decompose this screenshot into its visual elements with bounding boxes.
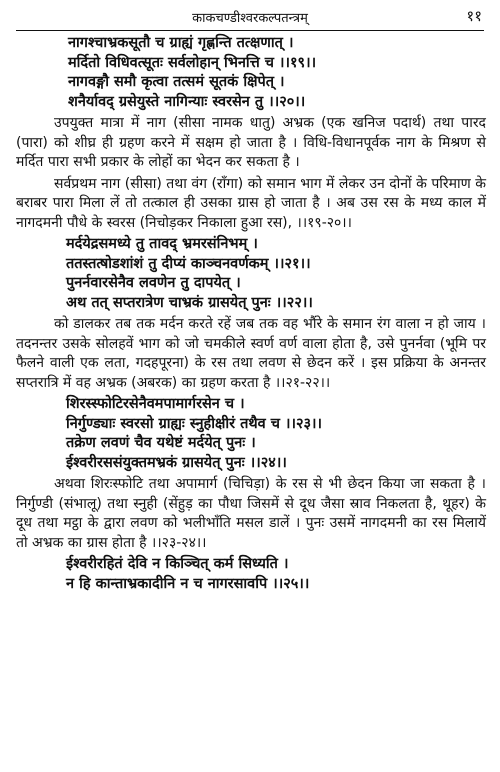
verse-line: ईश्वरीरहितं देवि न किञ्चित् कर्म सिध्यति । — [66, 556, 289, 572]
page-number: ११ — [466, 7, 482, 25]
verse-line: अथ तत् सप्तरात्रेण चाभ्रकं ग्रासयेत् पुनः ।।२२।। — [66, 294, 313, 311]
verse-line: नागवङ्गौ समौ कृत्वा तत्समं सूतकं क्षिपेत् । — [68, 74, 285, 90]
commentary-paragraph: उपयुक्त मात्रा में नाग (सीसा नामक धातु) अभ्रक (एक खनिज पदार्थ) तथा पारद (पारा) को शीघ्र ही ग्रहण करने में सक्षम हो जाता है । विधि-विधानपूर्वक नाग के मिश्रण से मर्दित पारा सभी प्रकार के लोहों का भेदन कर सकता है । — [16, 115, 486, 170]
verse-line: ततस्तत्षोडशांशं तु दीप्यं काञ्चनवर्णकम् ।।२१।। — [66, 255, 311, 272]
verse-line: शिरस्स्फोटिरसेनैवमपामार्गरसेन च । — [66, 396, 245, 412]
running-title: काकचण्डीश्वरकल्पतन्त्रम् — [192, 11, 308, 26]
verse-line: पुनर्नवारसेनैव लवणेन तु दापयेत् । — [66, 275, 241, 291]
commentary-paragraph: सर्वप्रथम नाग (सीसा) तथा वंग (राँगा) को समान भाग में लेकर उन दोनों के परिमाण के बराबर पारा मिला लें तो तत्काल ही उसका ग्रास हो जाता है । अब उस रस के मध्य काल में नागदमनी पौधे के स्वरस (निचोड़कर निकाला हुआ रस), ।।१९-२०।। — [16, 175, 486, 231]
verse-line: शनैर्यावद् ग्रसेयुस्ते नागिन्याः स्वरसेन तु ।।२०।। — [68, 93, 306, 110]
verse-line: ईश्वरीरससंयुक्तमभ्रकं ग्रासयेत् पुनः ।।२४।। — [66, 454, 287, 471]
verse-line: मर्दितो विधिवत्सूतः सर्वलोहान् भिनत्ति च ।।१९।। — [68, 54, 317, 71]
verse-line: मर्दयेद्रसमध्ये तु तावद् भ्रमरसंनिभम् । — [66, 236, 258, 252]
verse-block-19-20 — [16, 34, 486, 112]
verse-line: तक्रेण लवणं चैव यथेष्टं मर्दयेत् पुनः । — [66, 435, 256, 451]
header-rule — [16, 30, 484, 31]
verse-line: निर्गुण्ड्याः स्वरसो ग्राह्यः स्नुहीक्षीरं तथैव च ।।२३।। — [66, 415, 323, 432]
verse-line: न हि कान्ताभ्रकादीनि न च नागरसावपि ।।२५।। — [66, 575, 310, 592]
commentary-paragraph: को डालकर तब तक मर्दन करते रहें जब तक वह भौंरे के समान रंग वाला न हो जाय । तदनन्तर उसके सोलहवें भाग को जो चमकीले स्वर्ण वर्ण वाला होता है, उसे पुनर्नवा (भूमि पर फैलने वाली एक लता, गदहपूरना) के रस तथा लवण से छेदन करें । इस प्रक्रिया के अनन्तर सप्तरात्रि में वह अभ्रक (अबरक) का ग्रहण करता है ।।२१-२२।। — [16, 316, 486, 391]
commentary-paragraph: अथवा शिरःस्फोटि तथा अपामार्ग (चिचिड़ा) के रस से भी छेदन किया जा सकता है । निर्गुण्डी (संभालू) तथा स्नुही (सेंहुड़ का पौधा जिसमें से दूध जैसा स्राव निकलता है, थूहर) के दूध तथा मट्ठा के द्वारा लवण को भलीभाँति मसल डालें । पुनः उसमें नागदमनी का रस मिलायें तो अभ्रक का ग्रास होता है ।।२३-२४।। — [16, 476, 486, 551]
verse-line: नागश्चाभ्रकसूतौ च ग्राह्यं गृह्णन्ति तत्क्षणात् । — [68, 35, 294, 51]
verse-block-25 — [16, 555, 486, 594]
verse-block-21-22 — [16, 235, 486, 313]
page-header — [0, 6, 500, 28]
page-body — [16, 34, 486, 594]
verse-block-23-24 — [16, 395, 486, 473]
